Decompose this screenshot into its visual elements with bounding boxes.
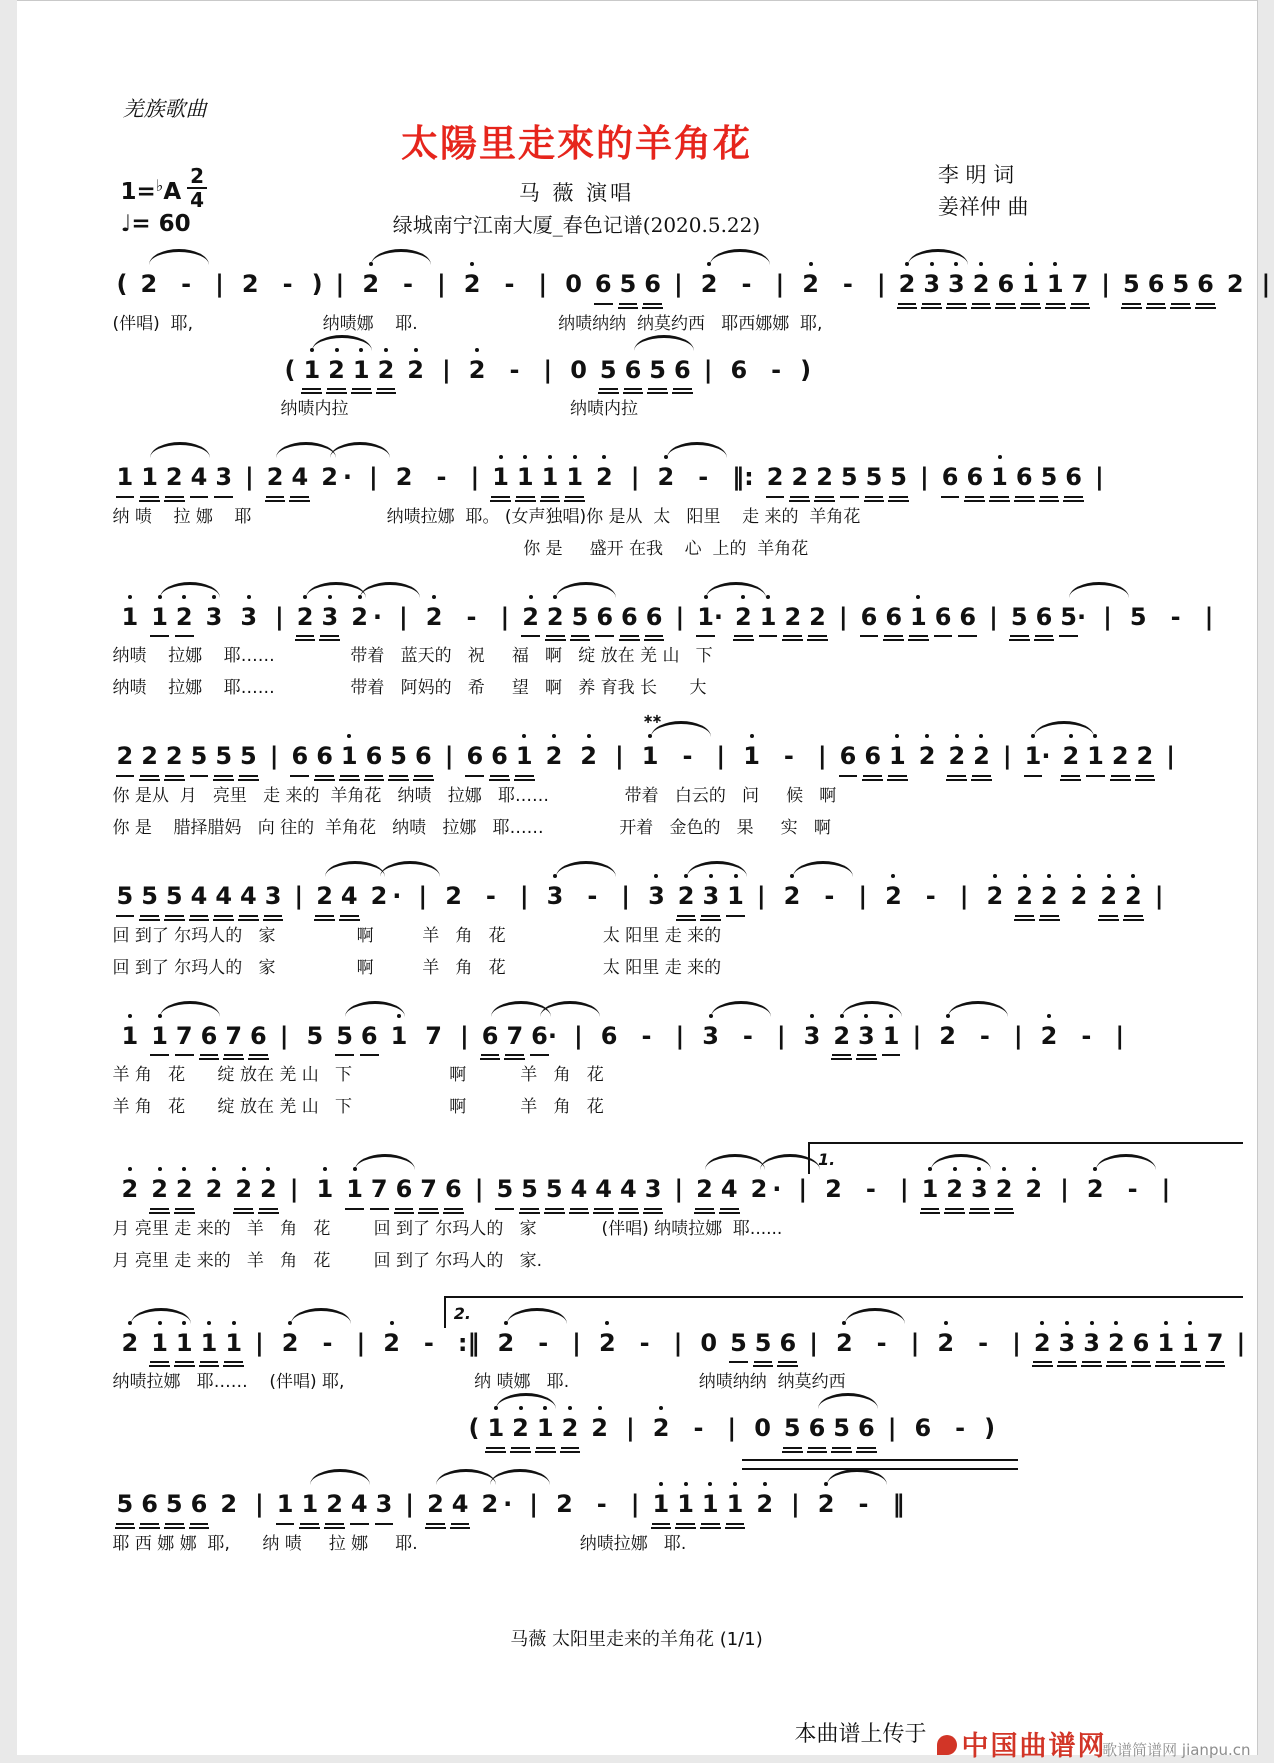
composer-credit: 姜祥仲 曲: [937, 195, 1029, 219]
volta-bracket-1: 1.: [808, 1142, 1242, 1174]
volta-bracket-2: 2.: [444, 1296, 1243, 1328]
notation-line: 1. 2 2 2 2 2 2 | 1 1 7 6 7 6 | 5 5 5 4 4 4 3 | 2 4 2 · | 2 - | 1 2 3 2 2 | 2 - |: [113, 1136, 1217, 1210]
lyrics-line-2: 你 是 腊择腊妈 向 往的 羊角花 纳啧 拉娜 耶…… 开着 金色的 果 实 啊: [112, 817, 831, 838]
music-system-6: [113, 997, 1217, 1121]
site-logo: [937, 1724, 1107, 1763]
singer-credit: 马 薇 演唱: [518, 181, 635, 205]
site-logo-text: 中国曲谱网: [961, 1731, 1107, 1762]
credits-block: [938, 159, 1029, 223]
lyrics-line: 纳 啧 拉 娜 耶 纳啧拉娜 耶。 (女声独唱)你 是从 太 阳里 走 来的 羊角花: [112, 506, 861, 527]
music-system-1: [112, 245, 1271, 422]
music-system-7: [113, 1136, 1217, 1274]
site-logo-icon: [937, 1735, 957, 1755]
continuation-line: [742, 1459, 1018, 1470]
score-body: [17, 239, 1271, 1557]
sheet-music-page: [17, 0, 1271, 1762]
lyrics-line-2: 纳啧 拉娜 耶…… 带着 阿妈的 希 望 啊 养 育我 长 大: [112, 678, 707, 699]
lyrics-line-2: 月 亮里 走 来的 羊 角 花 回 到了 尔玛人的 家.: [112, 1250, 542, 1271]
music-system-5: [113, 857, 1217, 981]
lyrics-line-2: 羊 角 花 绽 放在 羌 山 下 啊 羊 角 花: [112, 1097, 604, 1118]
notation-line: 1 1 2 3 3 | 2 3 2 · | 2 - | 2 2 5 6 6 6 | 1 · 2 1 2 2 | 6 6 1 6 6 | 5 6 5 · | 5 - |: [113, 578, 1217, 638]
lyrics-line-2: 回 到了 尔玛人的 家 啊 羊 角 花 太 阳里 走 来的: [112, 957, 722, 978]
notation-line: ( 2 - | 2 - ) | 2 - | 2 - | 0 6 5 6 | 2 - | 2 - | 2 3 3 2 6 1 1 7 | 5 6 5 6 2 |: [113, 245, 1217, 305]
backing-notation-line: ( 1 2 1 2 2 | 2 - | 0 5 6 5 6 | 6 - ): [113, 337, 1217, 391]
music-system-3: [113, 578, 1217, 702]
upload-note-text: 本曲谱上传于: [794, 1722, 927, 1747]
lyrics-line: 耶 西 娜 娜 耶, 纳 啧 拉 娜 耶. 纳啧拉娜 耶.: [112, 1533, 687, 1554]
page-footer-label: 马薇 太阳里走来的羊角花 (1/1): [510, 1629, 763, 1650]
genre-label: 羌族歌曲: [122, 97, 207, 121]
lyrics-line: 月 亮里 走 来的 羊 角 花 回 到了 尔玛人的 家 (伴唱) 纳啧拉娜 耶......: [112, 1218, 783, 1239]
notation-line: 1 1 2 4 3 | 2 4 2 · | 2 - | 1 1 1 1 2 | 2 - ‖: 2 2 2 5 5 5 | 6 6 1 6 5 6 |: [113, 438, 1217, 498]
key-signature: 1=♭A $\frac{2}{4}$: [121, 166, 208, 210]
notation-line: 2. 2 1 1 1 1 | 2 - | 2 - :‖ 2 - | 2 - | 0 5 5 6 | 2 - | 2 - | 2 3 3 2 6 1 1 7 |: [113, 1290, 1217, 1364]
flat-icon: ♭: [155, 176, 164, 195]
music-system-2: [113, 438, 1217, 562]
lyricist-credit: 李 明 词: [937, 163, 1015, 187]
time-signature: $\frac{2}{4}$: [187, 166, 207, 210]
lyrics-line: 羊 角 花 绽 放在 羌 山 下 啊 羊 角 花: [112, 1065, 604, 1086]
tempo-marking: ♩= 60: [120, 211, 191, 237]
lyrics-line: (伴唱) 耶, 纳啧娜 耶. 纳啧纳纳 纳莫约西 耶西娜娜 耶,: [112, 313, 823, 334]
backing-lyrics-line: 纳啧内拉 纳啧内拉: [280, 399, 639, 420]
lyrics-line-2: 你 是 盛开 在我 心 上的 羊角花: [112, 538, 809, 559]
key-signature-block: [121, 166, 208, 240]
lyrics-line: 你 是从 月 亮里 走 来的 羊角花 纳啧 拉娜 耶…… 带着 白云的 问 候 啊: [112, 785, 837, 806]
corner-watermark: 歌谱简谱网 jianpu.cn: [1102, 1741, 1251, 1759]
lyrics-line: 纳啧拉娜 耶…… (伴唱) 耶, 纳 啧娜 耶. 纳啧纳纳 纳莫约西: [112, 1372, 846, 1393]
backing-notation-line: ( 1 2 1 2 2 | 2 - | 0 5 6 5 6 | 6 - ): [113, 1395, 1217, 1449]
notation-line: 5 5 5 4 4 4 3 | 2 4 2 · | 2 - | 3 - | 3 2 3 1 | 2 - | 2 - | 2 2 2 2 2 2 |: [113, 857, 1217, 917]
music-system-4: [112, 712, 1217, 841]
notation-line: 5 6 5 6 2 | 1 1 2 4 3 | 2 4 2 · | 2 - | 1 1 1 1 2 | 2 - ‖: [113, 1465, 1217, 1525]
lyrics-line: 纳啧 拉娜 耶…… 带着 蓝天的 祝 福 啊 绽 放在 羌 山 下: [112, 646, 713, 667]
lyrics-line: 回 到了 尔玛人的 家 啊 羊 角 花 太 阳里 走 来的: [112, 925, 722, 946]
upload-note: [794, 1710, 1107, 1762]
notation-line: 2 2 2 5 5 5 | 6 6 1 6 5 6 | 6 6 1 2 2 | 1 ∗∗ - | 1 - | 6 6 1 2 2 2 | 1 · 2 1 2 2 |: [113, 717, 1217, 777]
music-system-8: [112, 1290, 1246, 1449]
song-title: 太陽里走來的羊角花: [401, 122, 752, 165]
music-system-9: [113, 1465, 1217, 1557]
notation-line: 1 1 7 6 7 6 | 5 5 6 1 7 | 6 7 6 · | 6 - | 3 - | 3 2 3 1 | 2 - | 2 - |: [113, 997, 1217, 1057]
transcription-note: 绿城南宁江南大厦_春色记谱(2020.5.22): [392, 213, 761, 237]
sheet-header: [17, 1, 1257, 239]
